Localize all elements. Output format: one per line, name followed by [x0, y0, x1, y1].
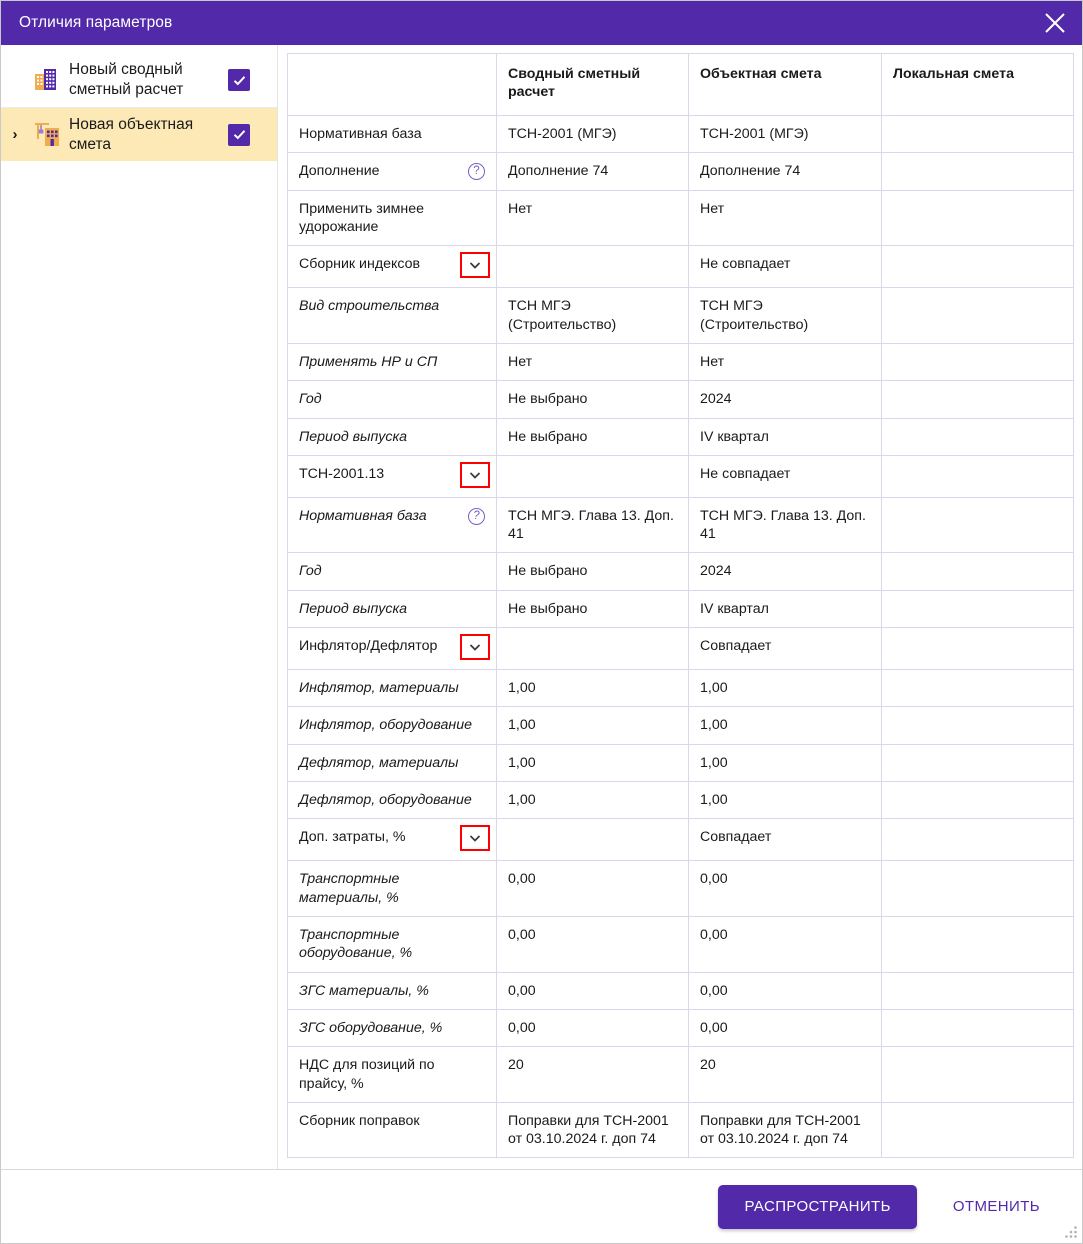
row-sub-label: [288, 670, 497, 707]
sidebar-item-summary-estimate[interactable]: [1, 53, 277, 107]
estimate-tree-sidebar: [1, 45, 278, 1169]
crane-building-icon: [29, 118, 65, 152]
cell-summary-estimate: Не выбрано: [497, 381, 689, 418]
sidebar-item-label: Новый сводный сметный расчет: [69, 61, 184, 98]
cell-local-estimate: [882, 744, 1074, 781]
row-label-text: Доп. затраты, %: [299, 829, 406, 846]
dialog-titlebar: [1, 1, 1082, 45]
table-row: [288, 1009, 1074, 1046]
table-row: [288, 707, 1074, 744]
row-label-text: Транспортные материалы, %: [299, 871, 400, 906]
row-sub-label: [288, 916, 497, 972]
cell-object-estimate: ТСН МГЭ. Глава 13. Доп. 41: [689, 497, 882, 553]
cell-object-estimate: Поправки для ТСН-2001 от 03.10.2024 г. доп 74: [689, 1102, 882, 1158]
parameter-comparison-table: [287, 53, 1074, 1158]
cell-summary-estimate: ТСН МГЭ. Глава 13. Доп. 41: [497, 497, 689, 553]
table-row: [288, 972, 1074, 1009]
sidebar-item-checkbox[interactable]: [228, 69, 250, 91]
cell-object-estimate: Дополнение 74: [689, 153, 882, 190]
table-row: [288, 628, 1074, 670]
column-header-summary-estimate: Сводный сметный расчет: [497, 54, 689, 116]
row-label-text: Нормативная база: [299, 126, 422, 142]
resize-grip-icon[interactable]: [1063, 1224, 1078, 1239]
cell-local-estimate: [882, 628, 1074, 670]
cell-summary-estimate: Дополнение 74: [497, 153, 689, 190]
row-label-text: Транспортные оборудование, %: [299, 926, 413, 962]
row-label-text: ЗГС оборудование, %: [299, 1019, 443, 1036]
cell-local-estimate: [882, 190, 1074, 246]
row-sub-label: [288, 972, 497, 1009]
table-row: [288, 916, 1074, 972]
chevron-right-icon[interactable]: ›: [12, 126, 18, 143]
row-sub-label: [288, 861, 497, 917]
row-group-label: [288, 153, 497, 190]
table-row: [288, 418, 1074, 455]
cancel-button[interactable]: ОТМЕНИТЬ: [931, 1185, 1062, 1229]
chevron-down-icon[interactable]: [460, 634, 490, 660]
table-row: [288, 744, 1074, 781]
dialog-footer: [1, 1169, 1082, 1243]
row-sub-label: [288, 497, 497, 553]
cell-local-estimate: [882, 861, 1074, 917]
table-row: [288, 381, 1074, 418]
cell-summary-estimate: Поправки для ТСН-2001 от 03.10.2024 г. доп 74: [497, 1102, 689, 1158]
row-label-text: Применить зимнее удорожание: [299, 200, 425, 235]
row-sub-label: [288, 288, 497, 344]
cell-object-estimate: 2024: [689, 553, 882, 590]
cell-object-estimate: ТСН МГЭ (Строительство): [689, 288, 882, 344]
cell-summary-estimate: 1,00: [497, 744, 689, 781]
sidebar-item-checkbox[interactable]: [228, 124, 250, 146]
cell-object-estimate: 0,00: [689, 972, 882, 1009]
row-group-label: [288, 116, 497, 153]
row-sub-label: [288, 1009, 497, 1046]
help-icon[interactable]: ?: [468, 508, 485, 525]
cell-object-estimate: IV квартал: [689, 590, 882, 627]
cell-local-estimate: [882, 707, 1074, 744]
cell-local-estimate: [882, 972, 1074, 1009]
row-label-text: ЗГС материалы, %: [299, 982, 429, 999]
cell-summary-estimate: ТСН МГЭ (Строительство): [497, 288, 689, 344]
cell-summary-estimate: Не выбрано: [497, 590, 689, 627]
table-header-row: [288, 54, 1074, 116]
row-group-label[interactable]: [288, 628, 497, 670]
help-icon[interactable]: ?: [468, 163, 485, 180]
cell-summary-estimate: [497, 819, 689, 861]
cell-object-estimate: 1,00: [689, 670, 882, 707]
cell-object-estimate: 0,00: [689, 1009, 882, 1046]
table-row: [288, 153, 1074, 190]
row-label-text: Период выпуска: [299, 600, 408, 617]
cell-local-estimate: [882, 782, 1074, 819]
cell-summary-estimate: [497, 628, 689, 670]
cell-local-estimate: [882, 1102, 1074, 1158]
cell-object-estimate: 20: [689, 1047, 882, 1103]
table-row: [288, 497, 1074, 553]
table-row: [288, 1047, 1074, 1103]
table-row: [288, 1102, 1074, 1158]
cell-summary-estimate: 0,00: [497, 1009, 689, 1046]
cell-object-estimate: Не совпадает: [689, 246, 882, 288]
cell-summary-estimate: Нет: [497, 190, 689, 246]
table-row: [288, 819, 1074, 861]
cell-local-estimate: [882, 670, 1074, 707]
row-label-text: Нормативная база: [299, 507, 427, 524]
table-row: [288, 670, 1074, 707]
buildings-icon: [29, 63, 65, 97]
cell-summary-estimate: 1,00: [497, 670, 689, 707]
row-label-text: ТСН-2001.13: [299, 465, 385, 482]
cell-local-estimate: [882, 916, 1074, 972]
chevron-down-icon[interactable]: [460, 825, 490, 851]
cell-summary-estimate: [497, 246, 689, 288]
row-label-text: Дефлятор, оборудование: [299, 792, 472, 808]
column-header-local-estimate: Локальная смета: [882, 54, 1074, 116]
row-group-label[interactable]: [288, 246, 497, 288]
cell-object-estimate: 0,00: [689, 861, 882, 917]
table-row: [288, 782, 1074, 819]
cell-object-estimate: 2024: [689, 381, 882, 418]
row-sub-label: [288, 707, 497, 744]
table-row: [288, 343, 1074, 380]
row-label-text: Инфлятор/Дефлятор: [299, 638, 438, 655]
table-row: [288, 288, 1074, 344]
sidebar-item-label: Новая объектная смета: [69, 115, 194, 153]
cell-summary-estimate: 0,00: [497, 916, 689, 972]
cell-object-estimate: 0,00: [689, 916, 882, 972]
cell-summary-estimate: Не выбрано: [497, 418, 689, 455]
apply-button[interactable]: РАСПРОСТРАНИТЬ: [718, 1185, 916, 1229]
cell-local-estimate: [882, 153, 1074, 190]
cell-object-estimate: Нет: [689, 343, 882, 380]
row-group-label: [288, 1047, 497, 1103]
column-header-object-estimate: Объектная смета: [689, 54, 882, 116]
cell-summary-estimate: 0,00: [497, 861, 689, 917]
row-group-label: [288, 190, 497, 246]
table-row: [288, 116, 1074, 153]
cell-object-estimate: 1,00: [689, 782, 882, 819]
cell-summary-estimate: 20: [497, 1047, 689, 1103]
column-header-parameter: [288, 54, 497, 116]
table-row: [288, 861, 1074, 917]
table-row: [288, 553, 1074, 590]
cell-summary-estimate: ТСН-2001 (МГЭ): [497, 116, 689, 153]
row-group-label[interactable]: [288, 819, 497, 861]
row-sub-label: [288, 590, 497, 627]
row-sub-label: [288, 782, 497, 819]
cell-summary-estimate: Не выбрано: [497, 553, 689, 590]
cell-local-estimate: [882, 590, 1074, 627]
table-body: [288, 116, 1074, 1158]
row-label-text: НДС для позиций по прайсу, %: [299, 1057, 435, 1092]
row-group-label: [288, 1102, 497, 1158]
cell-local-estimate: [882, 819, 1074, 861]
row-label-text: Инфлятор, материалы: [299, 680, 459, 697]
cell-summary-estimate: Нет: [497, 343, 689, 380]
close-icon[interactable]: [1028, 1, 1082, 45]
table-row: [288, 455, 1074, 497]
table-row: [288, 190, 1074, 246]
table-row: [288, 590, 1074, 627]
row-sub-label: [288, 381, 497, 418]
comparison-table-pane: [278, 45, 1082, 1169]
cell-local-estimate: [882, 497, 1074, 553]
cell-local-estimate: [882, 553, 1074, 590]
row-label-text: Дополнение: [299, 163, 380, 180]
cell-object-estimate: Совпадает: [689, 819, 882, 861]
row-label-text: Сборник поправок: [299, 1112, 420, 1129]
row-sub-label: [288, 553, 497, 590]
row-label-text: Год: [299, 391, 322, 408]
row-sub-label: [288, 418, 497, 455]
row-label-text: Год: [299, 563, 322, 580]
cell-local-estimate: [882, 116, 1074, 153]
cell-object-estimate: Не совпадает: [689, 455, 882, 497]
row-label-text: Инфлятор, оборудование: [299, 717, 472, 734]
row-label-text: Период выпуска: [299, 428, 408, 445]
row-sub-label: [288, 744, 497, 781]
row-label-text: Применять НР и СП: [299, 353, 438, 370]
cell-summary-estimate: [497, 455, 689, 497]
cell-local-estimate: [882, 343, 1074, 380]
cell-object-estimate: 1,00: [689, 744, 882, 781]
dialog-body: [1, 45, 1082, 1169]
row-group-label[interactable]: [288, 455, 497, 497]
row-label-text: Вид строительства: [299, 298, 440, 315]
row-sub-label: [288, 343, 497, 380]
cell-summary-estimate: 1,00: [497, 782, 689, 819]
cell-summary-estimate: 0,00: [497, 972, 689, 1009]
cell-local-estimate: [882, 246, 1074, 288]
cell-local-estimate: [882, 418, 1074, 455]
cell-object-estimate: ТСН-2001 (МГЭ): [689, 116, 882, 153]
row-label-text: Сборник индексов: [299, 256, 421, 273]
cell-object-estimate: Нет: [689, 190, 882, 246]
cell-local-estimate: [882, 288, 1074, 344]
chevron-down-icon[interactable]: [460, 462, 490, 488]
cell-local-estimate: [882, 455, 1074, 497]
row-label-text: Дефлятор, материалы: [299, 754, 459, 771]
cell-object-estimate: IV квартал: [689, 418, 882, 455]
cell-object-estimate: 1,00: [689, 707, 882, 744]
table-row: [288, 246, 1074, 288]
cell-object-estimate: Совпадает: [689, 628, 882, 670]
chevron-down-icon[interactable]: [460, 252, 490, 278]
cell-local-estimate: [882, 1009, 1074, 1046]
cell-local-estimate: [882, 381, 1074, 418]
cell-summary-estimate: 1,00: [497, 707, 689, 744]
dialog-title: Отличия параметров: [19, 14, 173, 31]
sidebar-item-object-estimate[interactable]: [1, 107, 277, 161]
cell-local-estimate: [882, 1047, 1074, 1103]
